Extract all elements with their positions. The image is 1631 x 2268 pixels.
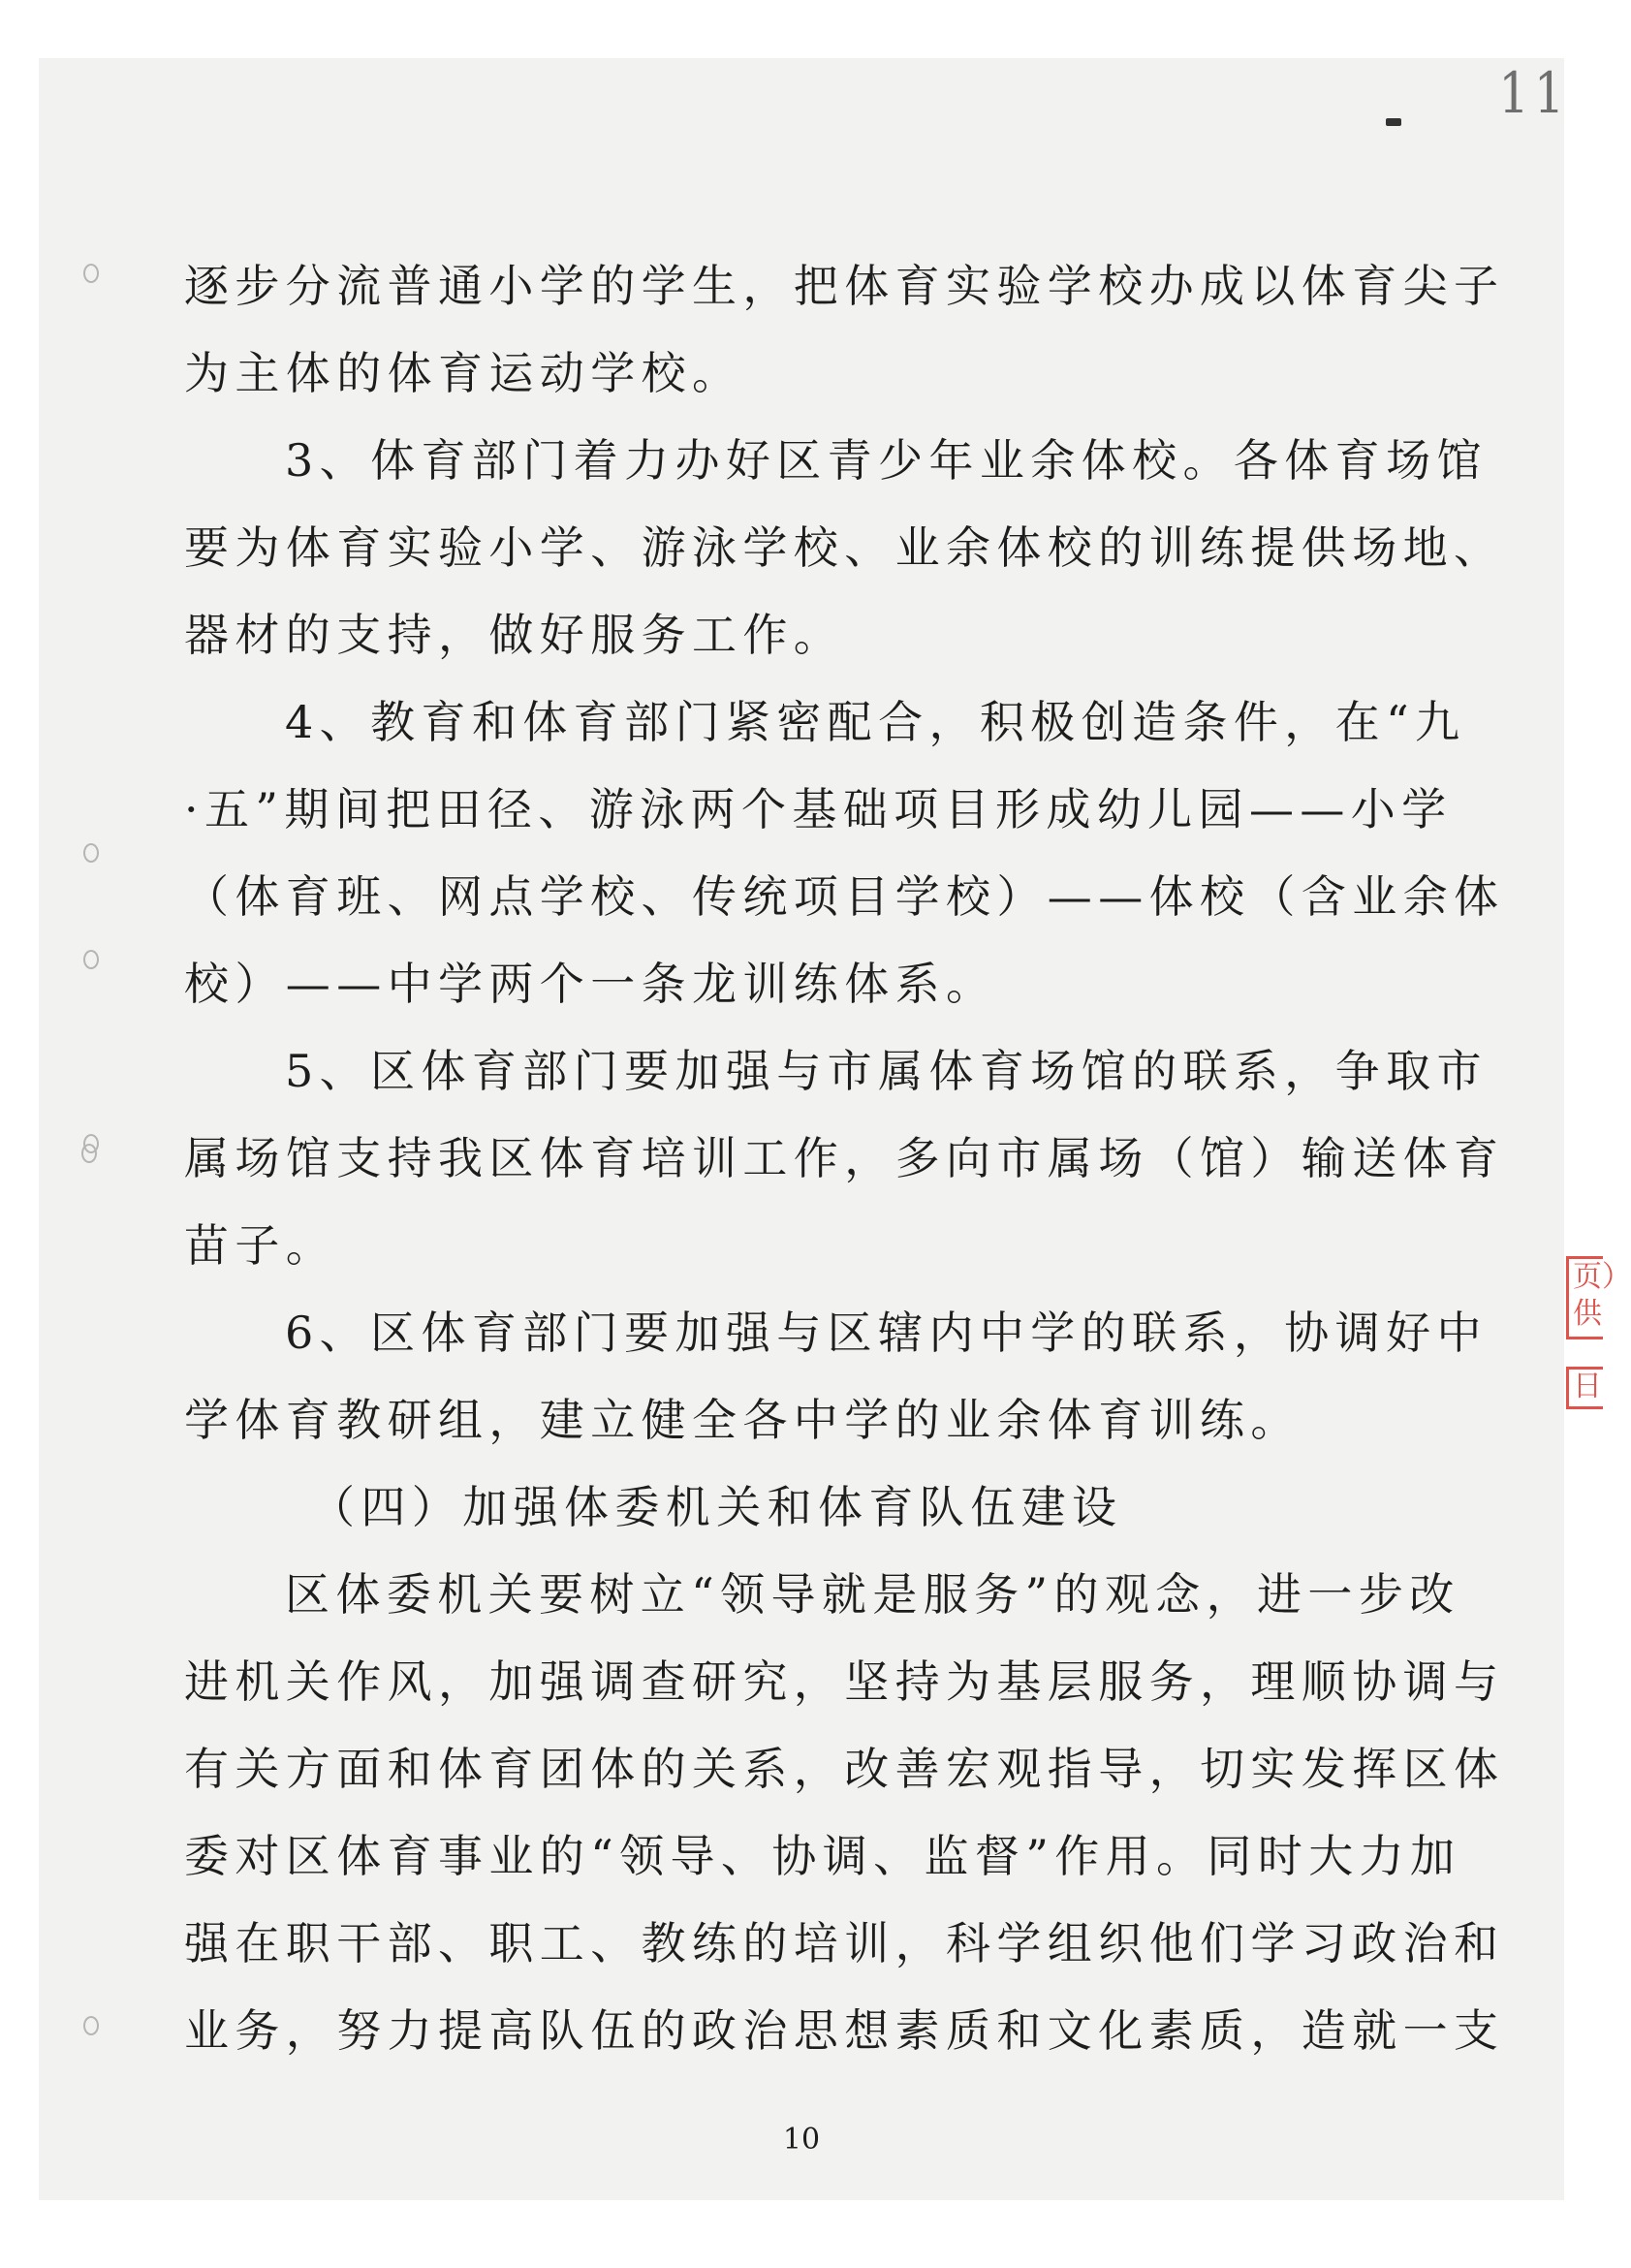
- stamp-rule: [1566, 1367, 1603, 1370]
- text-line: 4、教育和体育部门紧密配合，积极创造条件，在“九: [285, 696, 1466, 748]
- binding-hole: [81, 1144, 97, 1163]
- red-stamp-fragment: [1566, 1369, 1603, 1409]
- text-line: 逐步分流普通小学的学生，把体育实验学校办成以体育尖子: [184, 260, 1505, 312]
- scan-margin-bottom: [0, 2200, 1603, 2268]
- text-line: 强在职干部、职工、教练的培训，科学组织他们学习政治和: [184, 1917, 1505, 1969]
- text-line: 苗子。: [184, 1219, 337, 1272]
- text-line: （体育班、网点学校、传统项目学校）——体校（含业余体: [184, 870, 1505, 923]
- text-line: 进机关作风，加强调查研究，坚持为基层服务，理顺协调与: [184, 1655, 1505, 1708]
- scan-margin-left: [0, 0, 39, 2268]
- text-line: 要为体育实验小学、游泳学校、业余体校的训练提供场地、: [184, 521, 1505, 574]
- body-text: [184, 242, 1505, 2074]
- binding-hole: [83, 264, 99, 283]
- text-line: 委对区体育事业的“领导、协调、监督”作用。同时大力加: [184, 1830, 1461, 1882]
- scan-margin-top: [0, 0, 1603, 58]
- stamp-text: 页）: [1573, 1260, 1631, 1294]
- text-line: ·五”期间把田径、游泳两个基础项目形成幼儿园——小学: [184, 783, 1453, 835]
- text-line: 属场馆支持我区体育培训工作，多向市属场（馆）输送体育: [184, 1132, 1505, 1184]
- text-line: 为主体的体育运动学校。: [184, 347, 743, 399]
- scan-margin-right: [1564, 0, 1631, 2268]
- text-line: 5、区体育部门要加强与市属体育场馆的联系，争取市: [285, 1045, 1488, 1097]
- corner-page-number: 11: [1498, 60, 1570, 126]
- text-line: 有关方面和体育团体的关系，改善宏观指导，切实发挥区体: [184, 1743, 1505, 1795]
- text-line: 学体育教研组，建立健全各中学的业余体育训练。: [184, 1394, 1302, 1446]
- binding-hole: [83, 950, 99, 969]
- page-number: 10: [782, 2123, 821, 2157]
- binding-hole: [83, 2016, 99, 2035]
- binding-hole: [83, 843, 99, 863]
- text-line: 校）——中学两个一条龙训练体系。: [184, 958, 997, 1010]
- text-line: 6、区体育部门要加强与区辖内中学的联系，协调好中: [285, 1307, 1488, 1359]
- red-stamp-fragment: [1566, 1256, 1631, 1339]
- text-line: 区体委机关要树立“领导就是服务”的观念，进一步改: [285, 1568, 1460, 1621]
- section-heading: （四）加强体委机关和体育队伍建设: [310, 1481, 1123, 1533]
- corner-mark: [1386, 118, 1401, 126]
- text-line: 器材的支持，做好服务工作。: [184, 609, 845, 661]
- stamp-text: 供: [1573, 1297, 1602, 1331]
- text-line: 3、体育部门着力办好区青少年业余体校。各体育场馆: [285, 434, 1488, 487]
- stamp-text: 日: [1573, 1370, 1602, 1403]
- text-line: 业务，努力提高队伍的政治思想素质和文化素质，造就一支: [184, 2004, 1505, 2057]
